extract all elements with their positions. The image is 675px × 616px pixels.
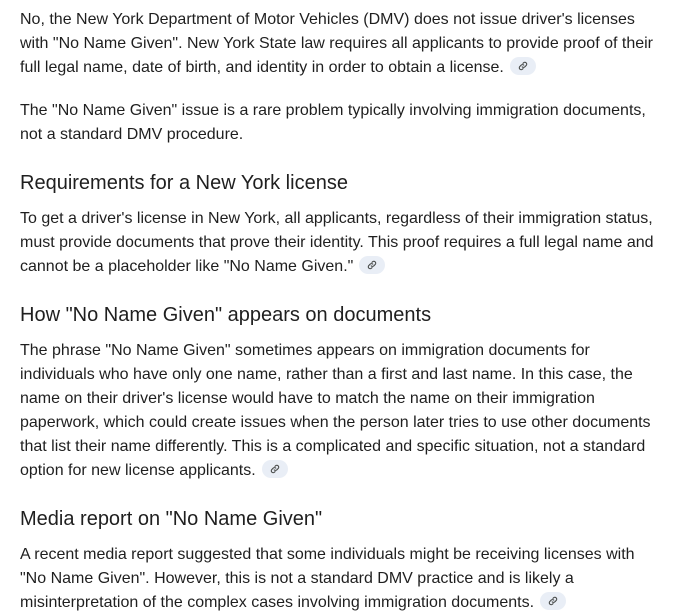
section-heading-requirements: Requirements for a New York license — [20, 172, 348, 194]
intro-paragraph — [20, 8, 663, 80]
link-icon — [548, 596, 558, 606]
citation-link-button[interactable] — [510, 57, 536, 75]
section-body-media — [20, 543, 663, 615]
media-text: A recent media report suggested that some individuals might be receiving licenses with "No Name Given". However, this is not a standard DMV practice and is likely a misinterpretation of the complex cases involving immigration documents. — [20, 546, 635, 611]
section-body-documents — [20, 339, 663, 483]
intro-text: No, the New York Department of Motor Vehicles (DMV) does not issue driver's licenses with "No Name Given". New York State law requires all applicants to provide proof of their full legal name, date of birth, and identity in order to obtain a license. — [20, 11, 653, 76]
requirements-text: To get a driver's license in New York, all applicants, regardless of their immigration status, must provide documents that prove their identity. This proof requires a full legal name and cannot be a placeholder like "No Name Given." — [20, 210, 654, 275]
citation-link-button[interactable] — [540, 592, 566, 610]
rare-issue-paragraph: The "No Name Given" issue is a rare problem typically involving immigration documents, not a standard DMV procedure. — [20, 102, 646, 143]
section-body-requirements — [20, 207, 663, 279]
citation-link-button[interactable] — [359, 256, 385, 274]
link-icon — [518, 61, 528, 71]
section-heading-documents: How "No Name Given" appears on documents — [20, 304, 432, 326]
link-icon — [367, 260, 377, 270]
citation-link-button[interactable] — [262, 460, 288, 478]
link-icon — [270, 464, 280, 474]
section-heading-media: Media report on "No Name Given" — [20, 508, 323, 530]
documents-text: The phrase "No Name Given" sometimes appears on immigration documents for individuals who have only one name, rather than a first and last name. In this case, the name on their driver's license would have to match the name on their immigration paperwork, which could create issues when the person later tries to use other documents that list their name differently. This is a complicated and specific situation, not a standard option for new license applicants. — [20, 342, 651, 479]
